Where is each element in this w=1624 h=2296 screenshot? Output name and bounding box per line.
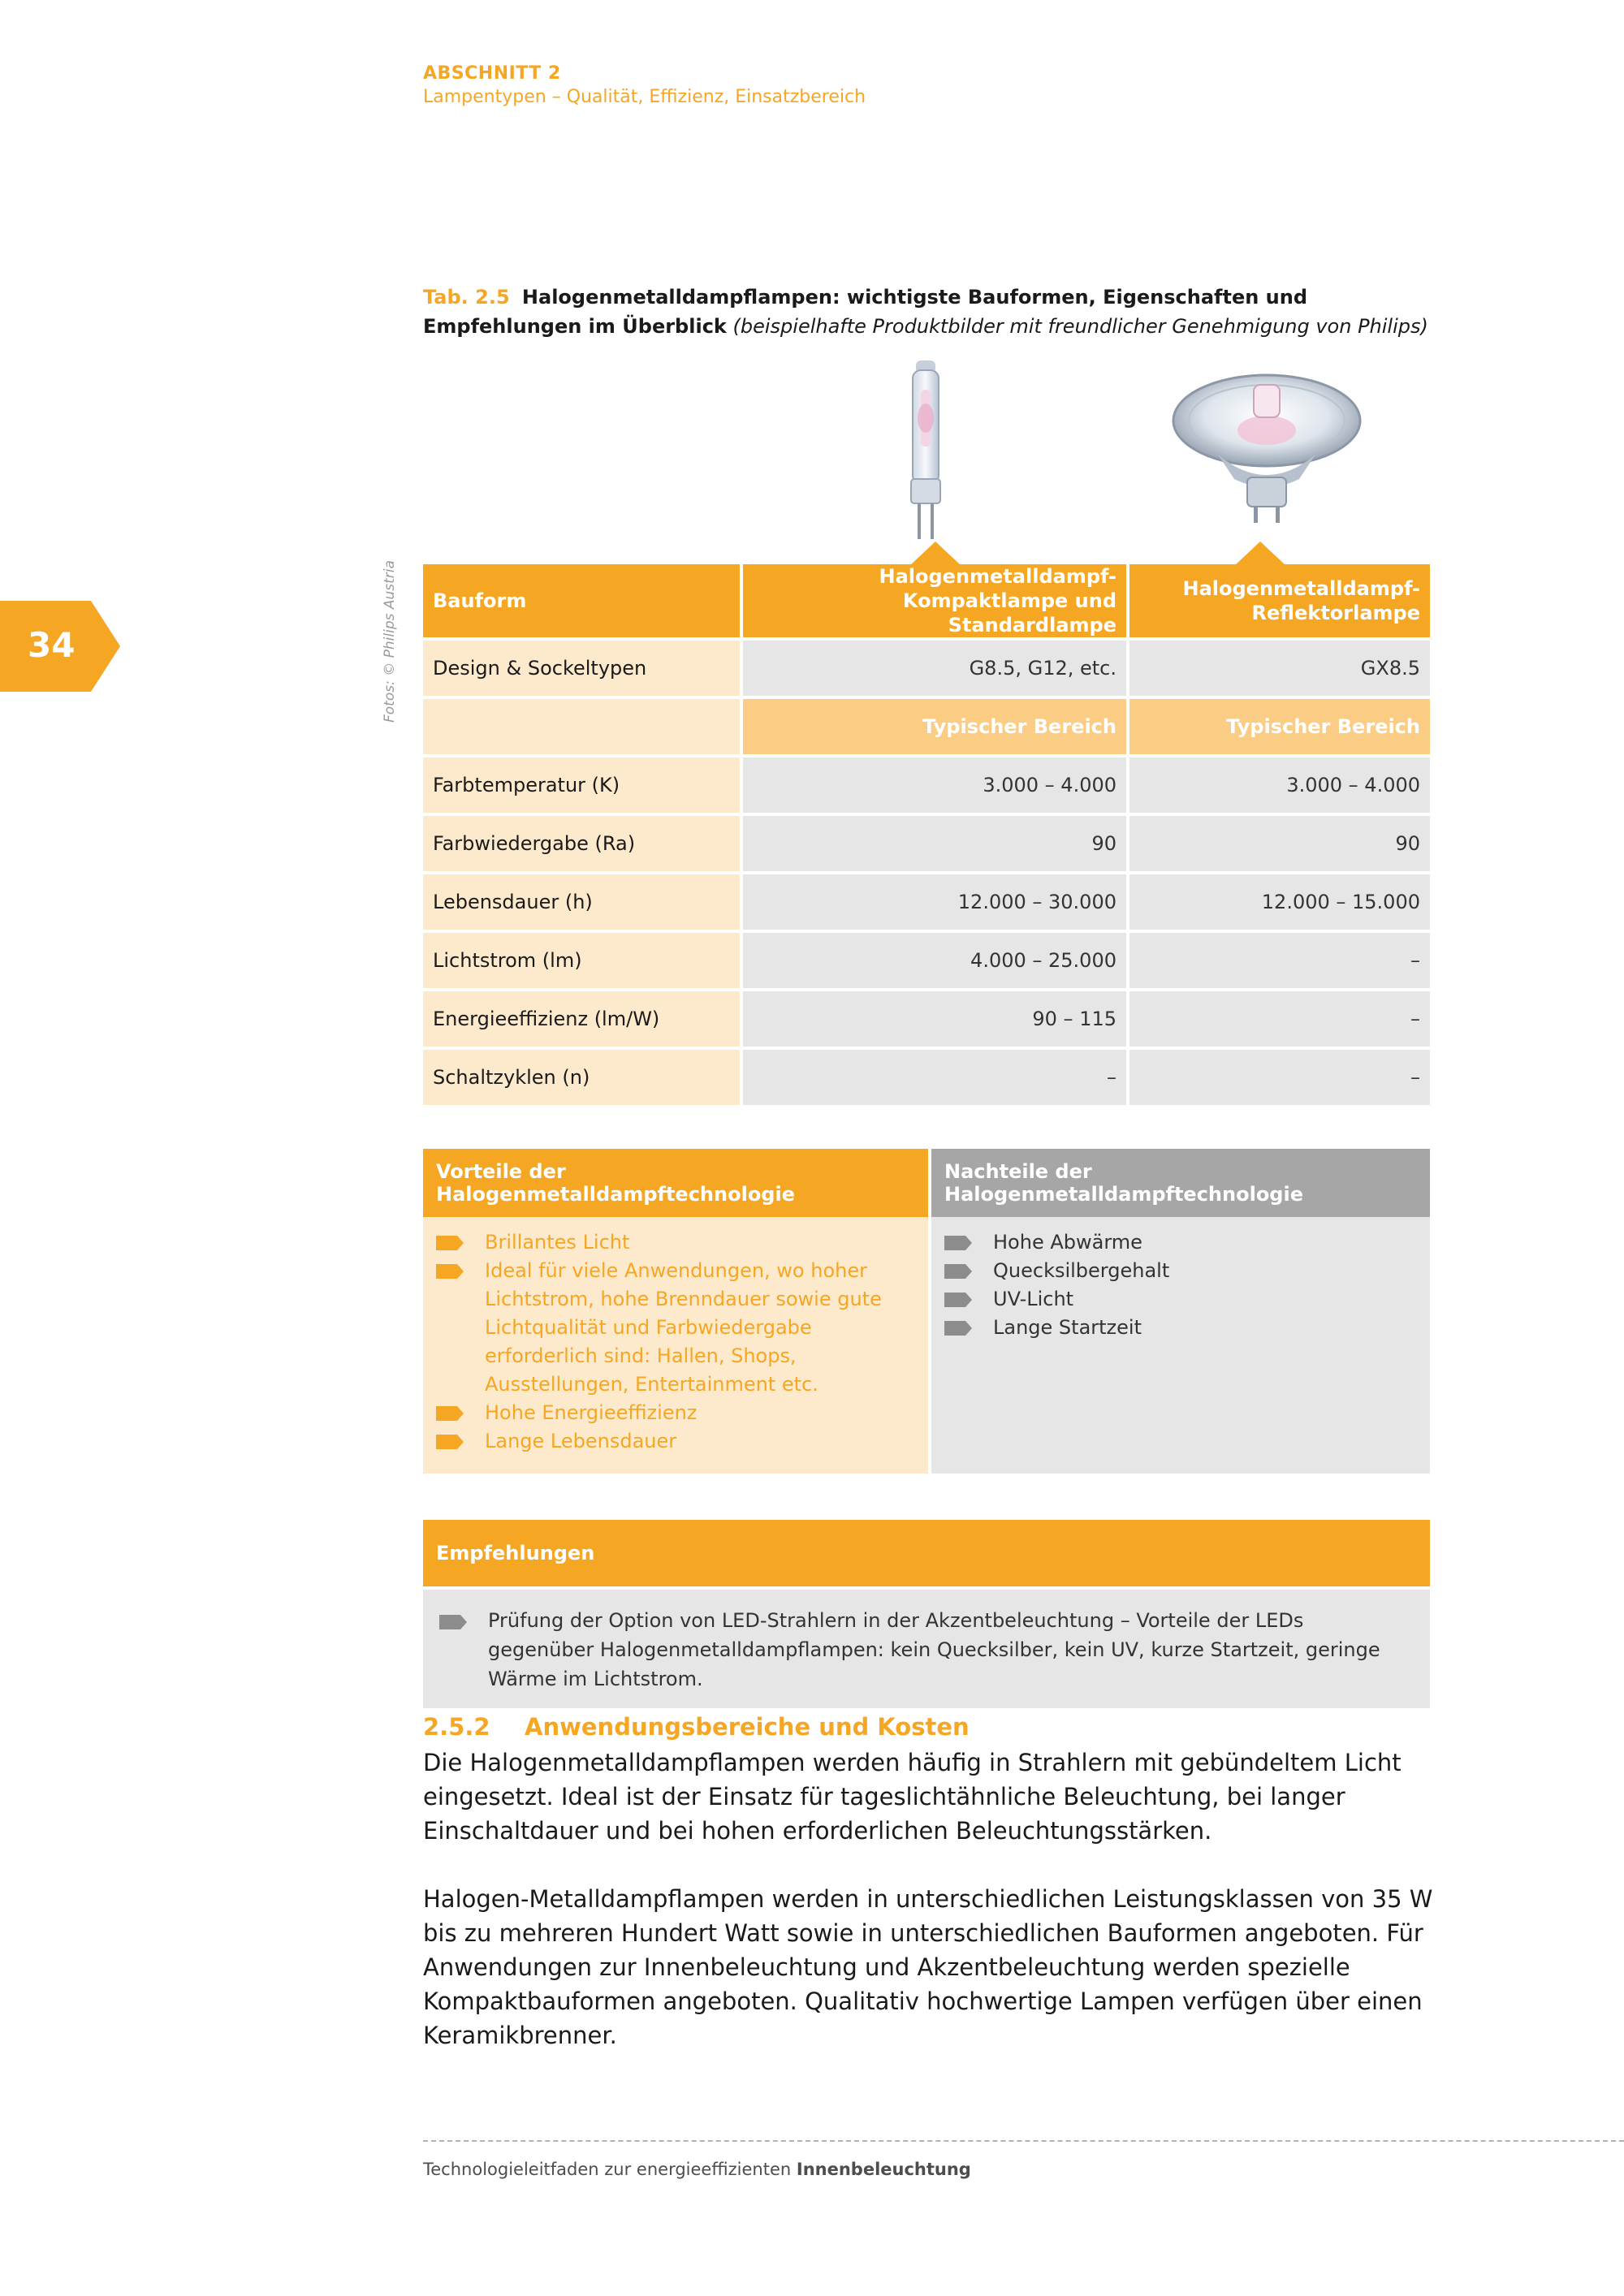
- table-row: [423, 933, 1430, 991]
- body-paragraph-2: Halogen-Metalldampflampen werden in unterschiedlichen Leistungsklassen von 35 W bis zu mehreren Hundert Watt sowie in unterschiedlichen Bauformen angeboten. Für Anwendungen zur Innenbeleuchtung und Akzentbeleuchtung werden spezielle Kompaktbauformen angeboten. Qualitativ hochwertige Lampen verfügen über einen Keramikbrenner.: [423, 1885, 1433, 2049]
- cell-reflector: 3.000 – 4.000: [1126, 757, 1430, 816]
- recommendations-box: [423, 1520, 1430, 1708]
- cell-compact: 3.000 – 4.000: [740, 757, 1126, 816]
- header-compact-lamp: [740, 564, 1126, 641]
- list-item: [944, 1257, 1417, 1285]
- recommendations-title: Empfehlungen: [423, 1520, 1430, 1586]
- list-item: [944, 1228, 1417, 1257]
- body-paragraph-1: Die Halogenmetalldampflampen werden häufig in Strahlern mit gebündeltem Licht eingesetzt. Ideal ist der Einsatz für tageslichtähnliche Beleuchtung, bei langer Einschaltdauer und bei hohen erforderlichen Beleuchtungsstärken.: [423, 1749, 1402, 1845]
- header-pointer-2: [1234, 542, 1286, 566]
- cell-compact: –: [740, 1050, 1126, 1108]
- spec-table: [423, 564, 1430, 1108]
- row-label: Schaltzyklen (n): [423, 1050, 740, 1108]
- disadvantage-text: Hohe Abwärme: [993, 1231, 1142, 1254]
- cell-reflector: 90: [1126, 816, 1430, 874]
- list-item: [944, 1314, 1417, 1342]
- cell-compact: 4.000 – 25.000: [740, 933, 1126, 991]
- advantage-text: Lange Lebensdauer: [485, 1430, 677, 1452]
- header-pointer-1: [909, 542, 961, 566]
- header-reflector-line1: Halogenmetalldampf-: [1182, 577, 1420, 600]
- disadvantage-text: Quecksilbergehalt: [993, 1259, 1170, 1282]
- row-label: Lebensdauer (h): [423, 874, 740, 933]
- list-item: [436, 1427, 915, 1456]
- page-number-tab: [0, 601, 120, 692]
- disadvantages-panel: [931, 1149, 1430, 1474]
- section-number: ABSCHNITT 2: [423, 63, 561, 84]
- tag-bullet-icon: [944, 1264, 972, 1279]
- table-title: Halogenmetalldampflampen: wichtigste Bauformen, Eigenschaften und Empfehlungen im Überblick: [423, 286, 1308, 338]
- disadvantages-list: [931, 1217, 1430, 1342]
- cell-reflector: 12.000 – 15.000: [1126, 874, 1430, 933]
- footer-prefix: Technologieleitfaden zur energieeffizienten: [423, 2160, 792, 2179]
- table-row: [423, 757, 1430, 816]
- table-header-row: [423, 564, 1430, 641]
- tag-bullet-icon: [944, 1236, 972, 1250]
- list-item: [436, 1399, 915, 1427]
- tag-bullet-icon: [944, 1321, 972, 1336]
- table-row: [423, 816, 1430, 874]
- typical-range-compact: Typischer Bereich: [740, 699, 1126, 757]
- cell-compact: G8.5, G12, etc.: [740, 641, 1126, 699]
- section-header: [423, 63, 866, 107]
- reflector-lamp-image: [1169, 373, 1364, 528]
- typical-range-reflector: Typischer Bereich: [1126, 699, 1430, 757]
- header-compact-line2: Kompaktlampe und Standardlampe: [902, 589, 1116, 637]
- list-item: [436, 1257, 915, 1399]
- footer-divider: [423, 2140, 1624, 2142]
- photo-credit: Fotos: © Philips Austria: [382, 560, 398, 723]
- table-credit: (beispielhafte Produktbilder mit freundlicher Genehmigung von Philips): [732, 315, 1428, 338]
- cell-reflector: –: [1126, 933, 1430, 991]
- disadvantages-title: Nachteile der Halogenmetalldampftechnologie: [931, 1149, 1430, 1217]
- advantage-text: Brillantes Licht: [485, 1231, 630, 1254]
- row-label: Design & Sockeltypen: [423, 641, 740, 699]
- row-label: Farbwiedergabe (Ra): [423, 816, 740, 874]
- recommendations-body: [423, 1590, 1430, 1708]
- table-row: [423, 641, 1430, 699]
- cell-reflector: –: [1126, 1050, 1430, 1108]
- tag-bullet-icon: [436, 1236, 464, 1250]
- tag-bullet-icon: [436, 1435, 464, 1449]
- recommendation-item: [439, 1606, 1414, 1694]
- advantage-text: Hohe Energieeffizienz: [485, 1401, 698, 1424]
- disadvantage-text: UV-Licht: [993, 1288, 1074, 1310]
- list-item: [436, 1228, 915, 1257]
- footer: [423, 2160, 971, 2179]
- section-heading-number: 2.5.2: [423, 1713, 490, 1741]
- advantages-panel: [423, 1149, 928, 1474]
- row-label: Farbtemperatur (K): [423, 757, 740, 816]
- list-item: [944, 1285, 1417, 1314]
- table-row: [423, 991, 1430, 1050]
- disadvantage-text: Lange Startzeit: [993, 1316, 1142, 1339]
- footer-bold: Innenbeleuchtung: [796, 2160, 971, 2179]
- advantage-text: Ideal für viele Anwendungen, wo hoher Lichtstrom, hohe Brenndauer sowie gute Lichtqualität und Farbwiedergabe erforderlich sind: Hallen, Shops, Ausstellungen, Entertainment etc.: [485, 1259, 882, 1396]
- compact-lamp-image: [893, 357, 958, 552]
- section-heading-title: Anwendungsbereiche und Kosten: [525, 1713, 970, 1741]
- cell-compact: 12.000 – 30.000: [740, 874, 1126, 933]
- row-label-empty: [423, 699, 740, 757]
- header-bauform: Bauform: [423, 564, 740, 641]
- section-heading: [423, 1713, 970, 1741]
- recommendation-text: Prüfung der Option von LED-Strahlern in der Akzentbeleuchtung – Vorteile der LEDs gegenüber Halogenmetalldampflampen: kein Quecksilber, kein UV, kurze Startzeit, geringe Wärme im Lichtstrom.: [488, 1609, 1380, 1690]
- cell-compact: 90: [740, 816, 1126, 874]
- table-caption: [423, 283, 1430, 341]
- section-title: Lampentypen – Qualität, Effizienz, Einsatzbereich: [423, 87, 866, 107]
- header-reflector-lamp: [1126, 564, 1430, 641]
- tag-bullet-icon: [944, 1293, 972, 1307]
- cell-reflector: –: [1126, 991, 1430, 1050]
- tag-bullet-icon: [436, 1264, 464, 1279]
- pros-cons-box: [423, 1149, 1430, 1474]
- row-label: Lichtstrom (lm): [423, 933, 740, 991]
- advantages-list: [423, 1217, 928, 1456]
- page-number: 34: [28, 625, 76, 665]
- table-row: [423, 1050, 1430, 1108]
- tag-bullet-icon: [436, 1406, 464, 1421]
- tag-bullet-icon: [439, 1615, 467, 1629]
- header-compact-line1: Halogenmetalldampf-: [879, 565, 1116, 588]
- cell-compact: 90 – 115: [740, 991, 1126, 1050]
- row-label: Energieeffizienz (lm/W): [423, 991, 740, 1050]
- advantages-title: Vorteile der Halogenmetalldampftechnologie: [423, 1149, 928, 1217]
- table-row: [423, 874, 1430, 933]
- typical-range-row: [423, 699, 1430, 757]
- cell-reflector: GX8.5: [1126, 641, 1430, 699]
- table-number: Tab. 2.5: [423, 286, 510, 309]
- header-reflector-line2: Reflektorlampe: [1251, 602, 1420, 624]
